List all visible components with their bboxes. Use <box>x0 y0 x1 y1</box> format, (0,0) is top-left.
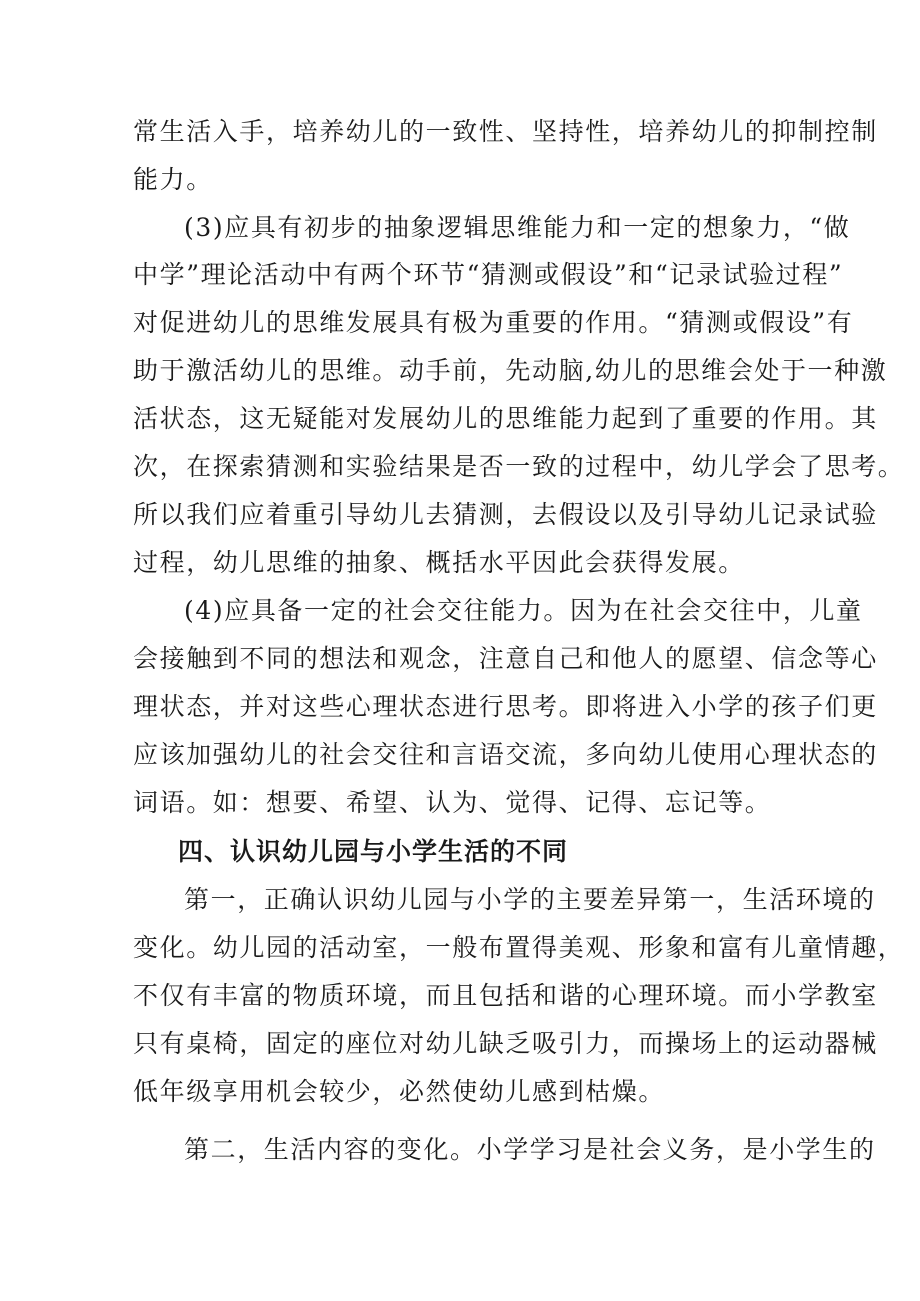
text-line: 助于激活幼儿的思维。动手前，先动脑,幼儿的思维会处于一种激 <box>133 356 888 385</box>
text-line: (3)应具有初步的抽象逻辑思维能力和一定的想象力，“做 <box>184 213 851 242</box>
text-line: 活状态，这无疑能对发展幼儿的思维能力起到了重要的作用。其 <box>133 404 878 433</box>
text-line: 应该加强幼儿的社会交往和言语交流，多向幼儿使用心理状态的 <box>133 740 878 769</box>
text-line: 会接触到不同的想法和观念，注意自己和他人的愿望、信念等心 <box>133 644 878 673</box>
text-line: 第一，正确认识幼儿园与小学的主要差异第一，生活环境的 <box>184 885 876 914</box>
text-line: 只有桌椅，固定的座位对幼儿缺乏吸引力，而操场上的运动器械 <box>133 1029 878 1058</box>
text-line: 中学”理论活动中有两个环节“猜测或假设”和“记录试验过程” <box>133 260 844 289</box>
text-line: 词语。如：想要、希望、认为、觉得、记得、忘记等。 <box>133 788 772 817</box>
text-line: 过程，幼儿思维的抽象、概括水平因此会获得发展。 <box>133 548 745 577</box>
text-line: 不仅有丰富的物质环境，而且包括和谐的心理环境。而小学教室 <box>133 981 878 1010</box>
text-line: 常生活入手，培养幼儿的一致性、坚持性，培养幼儿的抑制控制 <box>133 117 878 146</box>
text-line: 能力。 <box>133 165 213 194</box>
text-line: (4)应具备一定的社会交往能力。因为在社会交往中，儿童 <box>184 596 863 625</box>
text-line: 变化。幼儿园的活动室，一般布置得美观、形象和富有儿童情趣， <box>133 933 905 962</box>
section-heading: 四、认识幼儿园与小学生活的不同 <box>178 837 569 866</box>
text-line: 第二，生活内容的变化。小学学习是社会义务，是小学生的 <box>184 1135 876 1164</box>
text-line: 低年级享用机会较少，必然使幼儿感到枯燥。 <box>133 1077 666 1106</box>
text-line: 次，在探索猜测和实验结果是否一致的过程中，幼儿学会了思考。 <box>133 452 905 481</box>
text-line: 对促进幼儿的思维发展具有极为重要的作用。“猜测或假设”有 <box>133 308 854 337</box>
text-line: 理状态，并对这些心理状态进行思考。即将进入小学的孩子们更 <box>133 692 878 721</box>
text-line: 所以我们应着重引导幼儿去猜测，去假设以及引导幼儿记录试验 <box>133 500 878 529</box>
